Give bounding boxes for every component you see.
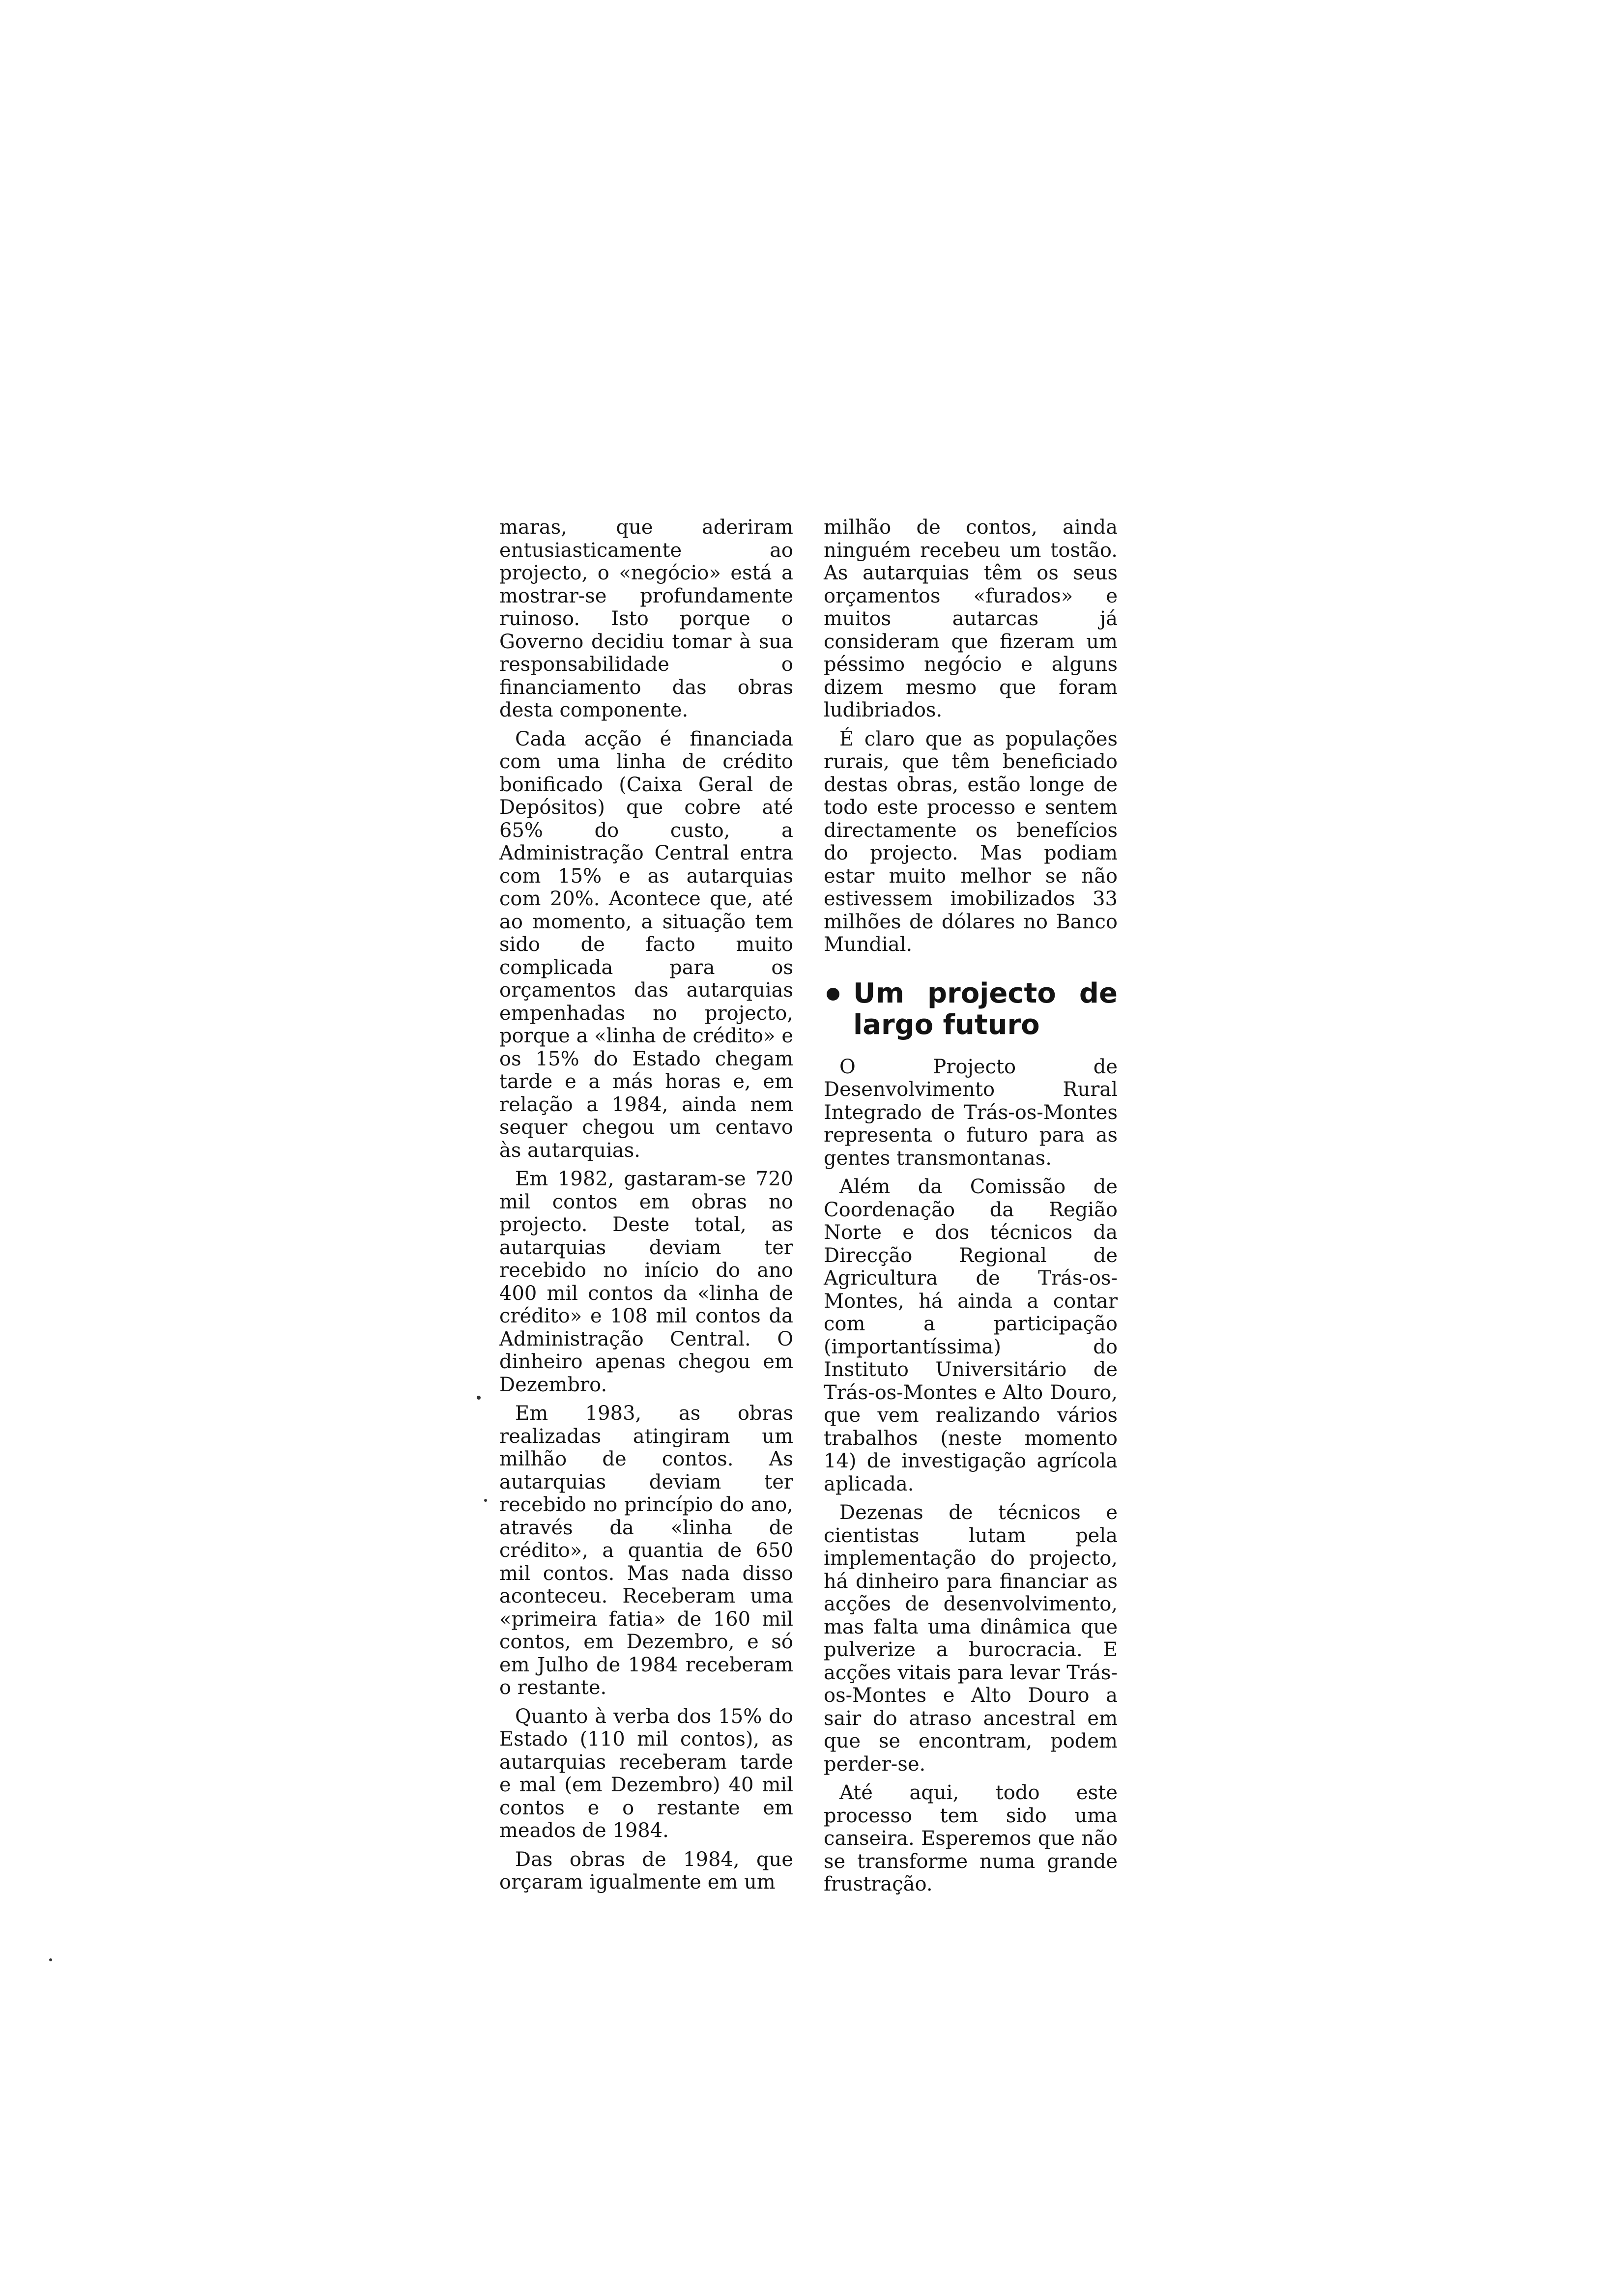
paragraph-right-4: Além da Comissão de Coordenação da Região Norte e dos técnicos da Direcção Regional de Agricultura de Trás-os-Montes, há ainda a contar com a participação (importantíssima) do Instituto Universitário de Trás-os-Montes e Alto Douro, que vem realizando vários trabalhos (neste momento 14) de investigação agrícola aplicada. bbox=[824, 1176, 1118, 1495]
article-right-column bbox=[824, 516, 1118, 1902]
bullet-icon bbox=[827, 988, 839, 1001]
paragraph-left-1: maras, que aderiram entusiasticamente ao projecto, o «negócio» está a mostrar-se profundamente ruinoso. Isto porque o Governo decidiu tomar à sua responsabilidade o financiamento das obras desta componente. bbox=[499, 516, 793, 721]
paragraph-right-2: É claro que as populações rurais, que têm beneficiado destas obras, estão longe de todo este processo e sentem directamente os benefícios do projecto. Mas podiam estar muito melhor se não estivessem imobilizados 33 milhões de dólares no Banco Mundial. bbox=[824, 727, 1118, 956]
paragraph-right-3: O Projecto de Desenvolvimento Rural Integrado de Trás-os-Montes representa o futuro para as gentes transmontanas. bbox=[824, 1055, 1118, 1170]
paragraph-left-5: Quanto à verba dos 15% do Estado (110 mil contos), as autarquias receberam tarde e mal (em Dezembro) 40 mil contos e o restante em meados de 1984. bbox=[499, 1705, 793, 1842]
scan-speck bbox=[477, 1396, 481, 1400]
section-heading bbox=[824, 978, 1118, 1041]
paragraph-left-4: Em 1983, as obras realizadas atingiram um milhão de contos. As autarquias deviam ter recebido no princípio do ano, através da «linha de crédito», a quantia de 650 mil contos. Mas nada disso aconteceu. Receberam uma «primeira fatia» de 160 mil contos, em Dezembro, e só em Julho de 1984 receberam o restante. bbox=[499, 1402, 793, 1699]
paragraph-left-2: Cada acção é financiada com uma linha de crédito bonificado (Caixa Geral de Depósitos) que cobre até 65% do custo, a Administração Central entra com 15% e as autarquias com 20%. Acontece que, até ao momento, a situação tem sido de facto muito complicada para os orçamentos das autarquias empenhadas no projecto, porque a «linha de crédito» e os 15% do Estado chegam tarde e a más horas e, em relação a 1984, ainda nem sequer chegou um centavo às autarquias. bbox=[499, 727, 793, 1162]
paragraph-right-5: Dezenas de técnicos e cientistas lutam pela implementação do projecto, há dinheiro para financiar as acções de desenvolvimento, mas falta uma dinâmica que pulverize a burocracia. E acções vitais para levar Trás-os-Montes e Alto Douro a sair do atraso ancestral em que se encontram, podem perder-se. bbox=[824, 1501, 1118, 1776]
paragraph-right-6: Até aqui, todo este processo tem sido uma canseira. Esperemos que não se transforme numa grande frustração. bbox=[824, 1781, 1118, 1895]
scan-speck bbox=[484, 1499, 487, 1502]
article-left-column bbox=[499, 516, 793, 1900]
paragraph-right-1: milhão de contos, ainda ninguém recebeu um tostão. As autarquias têm os seus orçamentos «furados» e muitos autarcas já consideram que fizeram um péssimo negócio e alguns dizem mesmo que foram ludibriados. bbox=[824, 516, 1118, 721]
paragraph-left-6: Das obras de 1984, que orçaram igualmente em um bbox=[499, 1848, 793, 1894]
scan-speck bbox=[49, 1958, 52, 1961]
paragraph-left-3: Em 1982, gastaram-se 720 mil contos em obras no projecto. Deste total, as autarquias deviam ter recebido no início do ano 400 mil contos da «linha de crédito» e 108 mil contos da Administração Central. O dinheiro apenas chegou em Dezembro. bbox=[499, 1168, 793, 1396]
section-heading-text: Um projecto de largo futuro bbox=[853, 977, 1118, 1041]
